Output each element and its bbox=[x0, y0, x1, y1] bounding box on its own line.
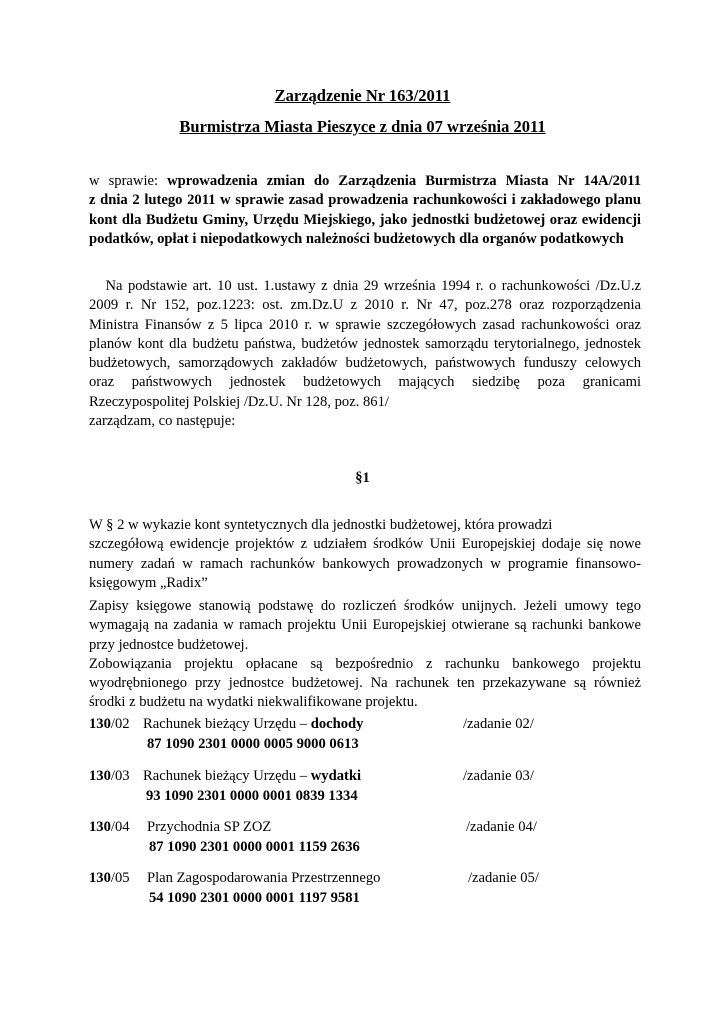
document-title: Zarządzenie Nr 163/2011 bbox=[274, 86, 451, 105]
subject-line-1 bbox=[89, 172, 641, 191]
account-task: /zadanie 05/ bbox=[468, 870, 539, 886]
body-line: W § 2 w wykazie kont syntetycznych dla jednostki budżetowej, która prowadzi bbox=[89, 517, 553, 533]
body-paragraph-1 bbox=[89, 516, 641, 593]
account-number: 54 1090 2301 0000 0001 1197 9581 bbox=[149, 890, 360, 906]
body-line: wyodrębnionego przy jednostce budżetowej. Na rachunek ten przekazywane są również bbox=[89, 675, 641, 692]
account-code: 130/04 bbox=[89, 819, 130, 835]
account-code: 130/03 bbox=[89, 768, 130, 784]
section-heading: §1 bbox=[355, 470, 370, 486]
subject-line-1-text: wprowadzenia zmian do Zarządzenia Burmistrza Miasta Nr 14A/2011 bbox=[167, 173, 642, 189]
body-line: szczegółową ewidencje projektów z udziałem środków Unii Europejskiej dodaje się nowe bbox=[89, 536, 641, 553]
preamble-line: 2009 r. Nr 152, poz.1223: ost. zm.Dz.U z 2010 r. Nr 47, poz.278 oraz rozporządzenia bbox=[89, 297, 641, 314]
preamble-line: Rzeczypospolitej Polskiej /Dz.U. Nr 128, poz. 861/ bbox=[89, 393, 389, 410]
preamble-line: oraz państwowych jednostek budżetowych mających siedzibę poza granicami bbox=[89, 374, 641, 391]
account-task: /zadanie 04/ bbox=[466, 819, 537, 835]
account-code: 130/05 bbox=[89, 870, 130, 886]
body-line: Zobowiązania projektu opłacane są bezpośrednio z rachunku bankowego projektu bbox=[89, 655, 641, 672]
account-code: 130/02 bbox=[89, 716, 130, 732]
subject-line-2: z dnia 2 lutego 2011 w sprawie zasad prowadzenia rachunkowości i zakładowego planu bbox=[89, 192, 641, 209]
account-description: Rachunek bieżący Urzędu – dochody bbox=[143, 716, 364, 732]
subject-line-3: kont dla Budżetu Gminy, Urzędu Miejskiego, jako jednostki budżetowej oraz ewidencji bbox=[89, 211, 641, 228]
account-description: Rachunek bieżący Urzędu – wydatki bbox=[143, 768, 362, 784]
subject-prefix: w sprawie: bbox=[89, 173, 168, 189]
subject-block bbox=[89, 172, 641, 249]
body-line: środki z budżetu na wydatki niekwalifikowane projektu. bbox=[89, 694, 418, 711]
subject-line-4: podatków, opłat i niepodatkowych należności budżetowych dla organów podatkowych bbox=[89, 230, 624, 247]
body-line: numery zadań w ramach rachunków bankowych prowadzonych w programie finansowo- bbox=[89, 555, 641, 572]
account-description: Plan Zagospodarowania Przestrzennego bbox=[147, 870, 381, 886]
preamble-line: budżetowych, samorządowych zakładów budżetowych, państwowych funduszy celowych bbox=[89, 355, 641, 372]
account-task: /zadanie 02/ bbox=[463, 716, 534, 732]
preamble-line: planów kont dla budżetu państwa, budżetów jednostek samorządu terytorialnego, jednostek bbox=[89, 335, 641, 352]
body-line: Zapisy księgowe stanowią podstawę do rozliczeń środków unijnych. Jeżeli umowy tego bbox=[89, 598, 641, 614]
preamble-line: Na podstawie art. 10 ust. 1.ustawy z dnia 29 września 1994 r. o rachunkowości /Dz.U.z bbox=[89, 278, 641, 294]
body-line: księgowym „Radix” bbox=[89, 574, 208, 591]
account-task: /zadanie 03/ bbox=[463, 768, 534, 784]
account-number: 87 1090 2301 0000 0001 1159 2636 bbox=[149, 839, 360, 855]
account-number: 87 1090 2301 0000 0005 9000 0613 bbox=[147, 736, 359, 752]
document-subtitle: Burmistrza Miasta Pieszyce z dnia 07 września 2011 bbox=[179, 117, 546, 136]
preamble-block bbox=[89, 277, 641, 431]
body-paragraph-2 bbox=[89, 597, 641, 713]
body-line: przy jednostce budżetowej. bbox=[89, 636, 249, 653]
account-description: Przychodnia SP ZOZ bbox=[147, 819, 272, 835]
preamble-line: Ministra Finansów z 5 lipca 2010 r. w sprawie szczegółowych zasad rachunkowości oraz bbox=[89, 316, 641, 333]
account-number: 93 1090 2301 0000 0001 0839 1334 bbox=[146, 788, 358, 804]
body-line: wymagają na zadania w ramach projektu Unii Europejskiej otwierane są rachunki bankowe bbox=[89, 617, 641, 634]
preamble-closing: zarządzam, co następuje: bbox=[89, 413, 236, 430]
